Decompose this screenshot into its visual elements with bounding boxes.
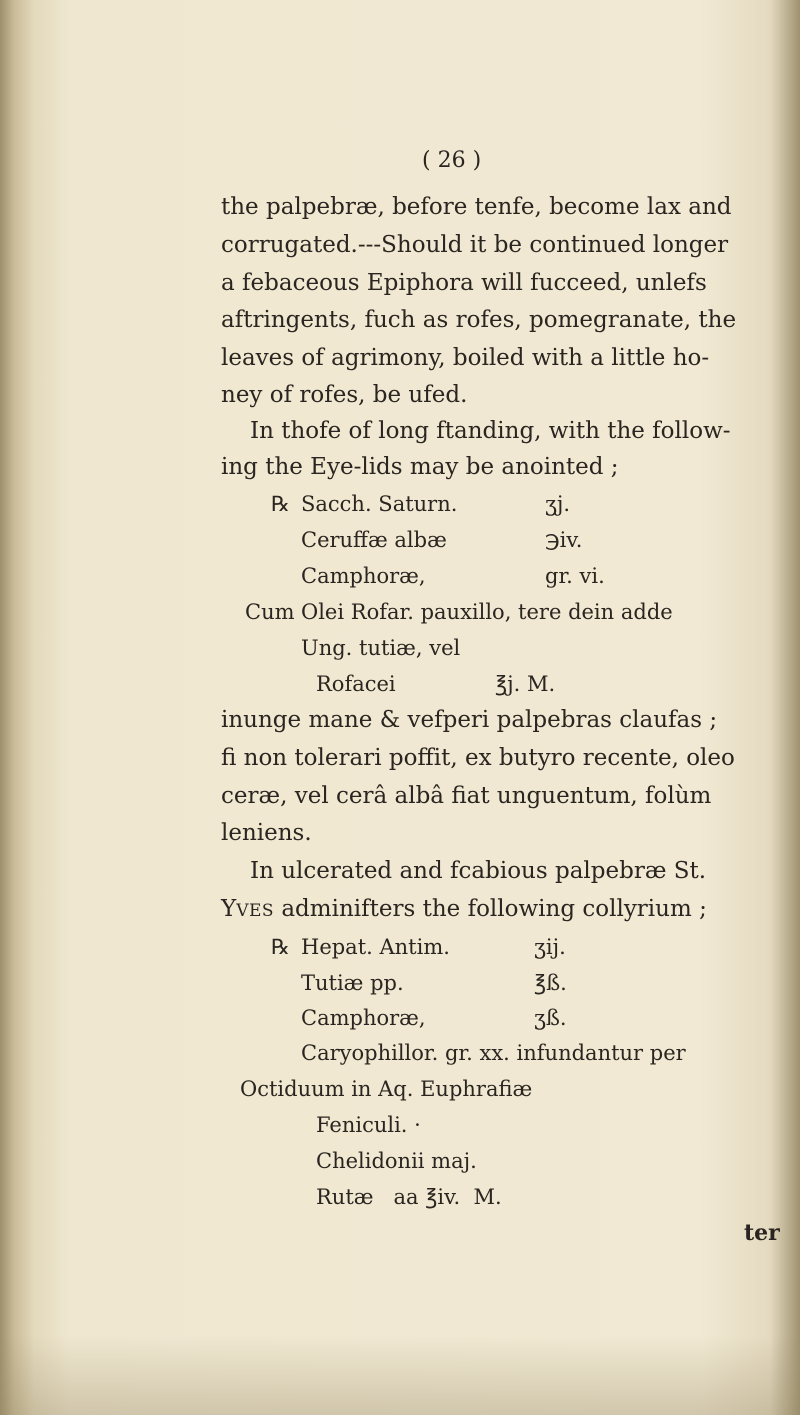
recipe-dose: ʒij. [534, 935, 566, 959]
recipe-ingredient: Feniculi. · [316, 1113, 421, 1137]
text-line: inunge mane & vefperi palpebras claufas ; [221, 707, 718, 733]
recipe-ingredient: Camphoræ, [301, 564, 426, 588]
text-line: ney of rofes, be ufed. [221, 382, 468, 408]
text-line: corrugated.---Should it be continued longer [221, 232, 729, 258]
recipe-ingredient: Rutæ aa ℥iv. M. [316, 1185, 502, 1209]
text-line: ceræ, vel cerâ albâ fiat unguentum, folùm [221, 783, 712, 809]
text-fragment: adminifters the following collyrium ; [274, 896, 707, 922]
recipe-ingredient: Ceruffæ albæ [301, 528, 447, 552]
recipe-ingredient: Hepat. Antim. [301, 935, 450, 959]
text-line: fi non tolerari poffit, ex butyro recente, oleo [221, 745, 735, 771]
recipe-dose: ℈iv. [545, 528, 583, 552]
text-line [221, 894, 707, 926]
text-line: a febaceous Epiphora will fucceed, unlefs [221, 270, 707, 296]
recipe-ingredient: Caryophillor. gr. xx. infundantur per [301, 1041, 686, 1065]
catchword: ter [744, 1220, 780, 1246]
author-smallcaps: VES [236, 901, 275, 921]
recipe-ingredient: Octiduum in Aq. Euphrafiæ [240, 1077, 533, 1101]
recipe-lead: Cum [245, 600, 295, 624]
recipe-ingredient: Tutiæ pp. [301, 971, 404, 995]
recipe-dose: gr. vi. [545, 564, 605, 588]
recipe-ingredient: Rofacei [316, 672, 396, 696]
recipe-dose: ℥j. M. [495, 672, 556, 696]
recipe-dose: ℥ß. [534, 971, 567, 995]
text-line: In ulcerated and fcabious palpebræ St. [250, 858, 707, 884]
recipe-dose: ʒß. [534, 1006, 567, 1030]
text-line: leniens. [221, 820, 312, 846]
recipe-ingredient: Chelidonii maj. [316, 1149, 477, 1173]
recipe-symbol: ℞ [271, 935, 290, 959]
text-line: leaves of agrimony, boiled with a little ho- [221, 345, 710, 371]
recipe-ingredient: Olei Rofar. pauxillo, tere dein adde [301, 600, 673, 624]
text-line: ing the Eye-lids may be anointed ; [221, 454, 619, 480]
page-stain [0, 1335, 800, 1415]
text-line: In thofe of long ftanding, with the follow- [250, 418, 731, 444]
text-line: aftringents, fuch as rofes, pomegranate, the [221, 307, 737, 333]
author-initial: Y [221, 896, 237, 922]
recipe-dose: ʒj. [545, 492, 571, 516]
recipe-ingredient: Ung. tutiæ, vel [301, 636, 461, 660]
recipe-ingredient: Camphoræ, [301, 1006, 426, 1030]
page-number: ( 26 ) [422, 148, 482, 173]
text-line: the palpebræ, before tenfe, become lax and [221, 194, 732, 220]
recipe-ingredient: Sacch. Saturn. [301, 492, 458, 516]
recipe-symbol: ℞ [271, 492, 290, 516]
